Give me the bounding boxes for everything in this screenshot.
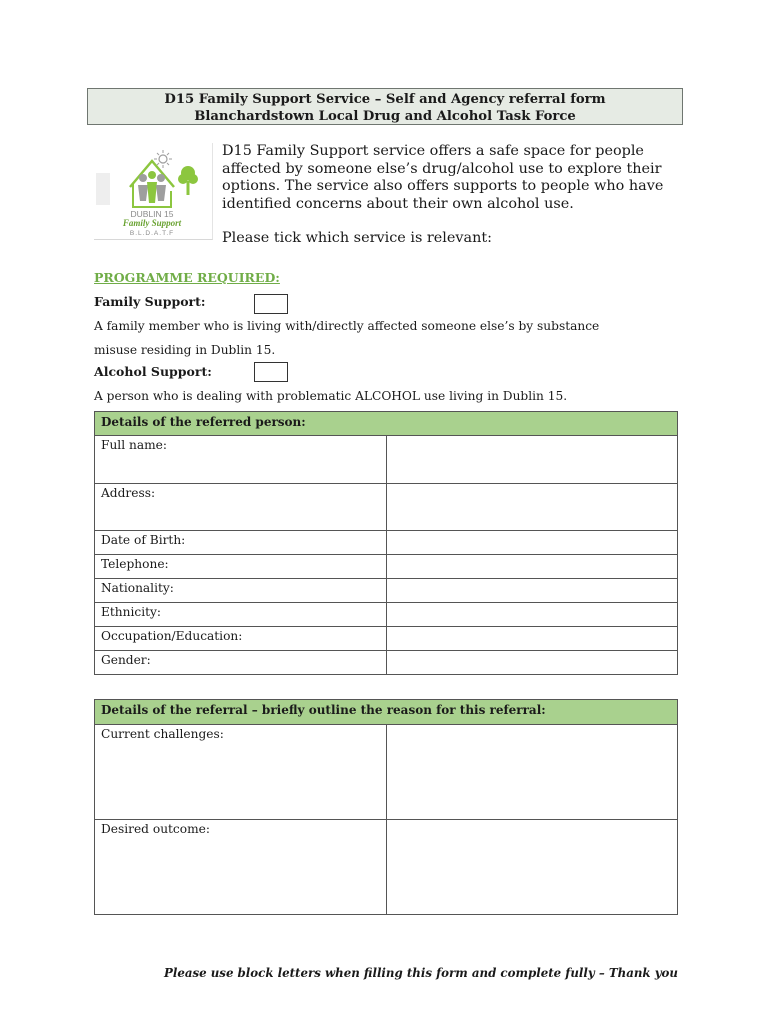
intro-section [222, 143, 692, 248]
current-challenges-field[interactable] [386, 725, 678, 820]
telephone-label: Telephone: [95, 555, 387, 579]
family-support-label: Family Support: [94, 294, 206, 309]
full-name-label: Full name: [95, 436, 387, 484]
referred-person-table [94, 411, 678, 675]
referral-details-table [94, 699, 678, 915]
date-of-birth-field[interactable] [386, 531, 678, 555]
ethnicity-label: Ethnicity: [95, 603, 387, 627]
dublin15-family-support-logo [94, 143, 213, 240]
desired-outcome-label: Desired outcome: [95, 820, 387, 915]
family-support-logo-icon [94, 143, 212, 239]
form-subtitle: Blanchardstown Local Drug and Alcohol Task Force [194, 109, 576, 124]
gender-label: Gender: [95, 651, 387, 675]
occupation-education-field[interactable] [386, 627, 678, 651]
footer-note: Please use block letters when filling this form and complete fully – Thank you [163, 966, 678, 980]
form-title: D15 Family Support Service – Self and Agency referral form [164, 92, 606, 107]
full-name-field[interactable] [386, 436, 678, 484]
family-support-description [94, 314, 684, 362]
intro-paragraph: D15 Family Support service offers a safe space for people affected by someone else’s drug/alcohol use to explore their options. The service also offers supports to people who have identified concerns about their own alcohol use. [222, 143, 664, 212]
telephone-field[interactable] [386, 555, 678, 579]
programme-heading: PROGRAMME REQUIRED: [94, 270, 280, 285]
alcohol-support-checkbox[interactable] [254, 362, 288, 382]
nationality-label: Nationality: [95, 579, 387, 603]
referral-details-heading: Details of the referral – briefly outline the reason for this referral: [95, 700, 678, 725]
current-challenges-label: Current challenges: [95, 725, 387, 820]
logo-text-bldatf: B.L.D.A.T.F [129, 230, 175, 237]
date-of-birth-label: Date of Birth: [95, 531, 387, 555]
family-support-desc-line2: misuse residing in Dublin 15. [94, 343, 276, 357]
family-support-checkbox[interactable] [254, 294, 288, 314]
address-label: Address: [95, 484, 387, 531]
desired-outcome-field[interactable] [386, 820, 678, 915]
occupation-education-label: Occupation/Education: [95, 627, 387, 651]
address-field[interactable] [386, 484, 678, 531]
ethnicity-field[interactable] [386, 603, 678, 627]
logo-text-family-support: Family Support [122, 218, 182, 228]
alcohol-support-label: Alcohol Support: [94, 364, 212, 379]
gender-field[interactable] [386, 651, 678, 675]
tick-prompt: Please tick which service is relevant: [222, 230, 493, 246]
form-title-box [87, 88, 683, 125]
family-support-desc-line1: A family member who is living with/directly affected someone else’s by substance [94, 319, 600, 333]
logo-text-dublin: DUBLIN 15 [130, 209, 174, 219]
alcohol-support-description: A person who is dealing with problematic ALCOHOL use living in Dublin 15. [94, 389, 568, 403]
nationality-field[interactable] [386, 579, 678, 603]
referred-person-heading: Details of the referred person: [95, 412, 678, 436]
